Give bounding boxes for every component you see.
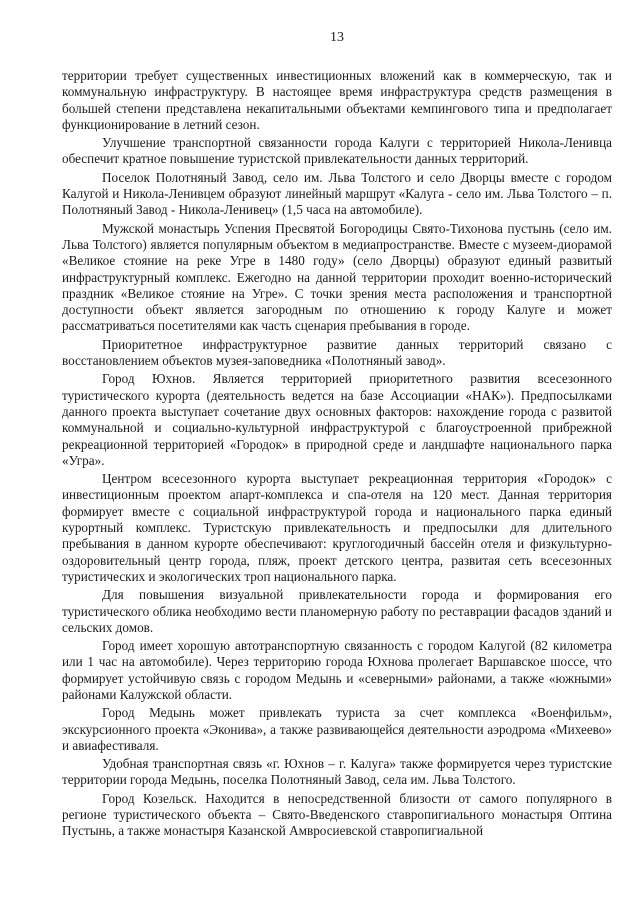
paragraph: Город имеет хорошую автотранспортную связанность с городом Калугой (82 километра или 1 час на автомобиле). Через территорию города Юхнова пролегает Варшавское шоссе, что формирует устойчивую связь с городом Медынь и «северными» районами, а также «южными» районами Калужской области. bbox=[62, 638, 612, 702]
paragraph: Удобная транспортная связь «г. Юхнов – г. Калуга» также формируется через туристские территории города Медынь, поселка Полотняный Завод, села им. Льва Толстого. bbox=[62, 756, 612, 788]
paragraph: Город Козельск. Находится в непосредственной близости от самого популярного в регионе туристического объекта – Свято-Введенского ставропигиального монастыря Оптина Пустынь, а также монастыря Казанской Амвросиевской ставропигиальной bbox=[62, 790, 612, 839]
paragraph: Мужской монастырь Успения Пресвятой Богородицы Свято-Тихонова пустынь (село им. Льва Толстого) является популярным объектом в медиапространстве. Вместе с музеем-диорамой «Великое стояние на реке Угре в 1480 году» (село Дворцы) образуют единый развитый инфраструктурный комплекс. Ежегодно на данной территории проходит военно-исторический праздник «Великое стояние на Угре». С точки зрения места расположения и транспортной доступности объект является загородным по отношению к городу Калуге и может рассматриваться посетителями как часть сценария пребывания в городе. bbox=[62, 220, 612, 334]
paragraph: Улучшение транспортной связанности города Калуги с территорией Никола-Ленивца обеспечит кратное повышение туристской привлекательности данных территорий. bbox=[62, 135, 612, 167]
paragraph: Город Медынь может привлекать туриста за счет комплекса «Военфильм», экскурсионного проекта «Эконива», а также развивающейся деятельности аэродрома «Михеево» и авиафестиваля. bbox=[62, 705, 612, 753]
paragraph: Для повышения визуальной привлекательности города и формирования его туристического облика необходимо вести планомерную работу по реставрации фасадов зданий и сельских домов. bbox=[62, 587, 612, 635]
page-number: 13 bbox=[330, 30, 344, 45]
paragraph: территории требует существенных инвестиционных вложений как в коммерческую, так и коммунальную инфраструктуру. В настоящее время инфраструктура средств размещения в большей степени представлена некапитальными объектами кемпингового типа и предполагает функционирование в летний сезон. bbox=[62, 68, 612, 132]
paragraph: Поселок Полотняный Завод, село им. Льва Толстого и село Дворцы вместе с городом Калугой и Никола-Ленивцем образуют линейный маршрут «Калуга - село им. Льва Толстого – п. Полотняный Завод - Никола-Ленивец» (1,5 часа на автомобиле). bbox=[62, 169, 612, 218]
paragraph: Приоритетное инфраструктурное развитие данных территорий связано с восстановлением объектов музея-заповедника «Полотняный завод». bbox=[62, 336, 612, 369]
paragraph: Центром всесезонного курорта выступает рекреационная территория «Городок» с инвестиционным проектом апарт-комплекса и спа-отеля на 120 мест. Данная территория формирует вместе с социальной инфраструктурой города и национального парка единый курортный комплекс. Туристскую привлекательность и предпосылки для длительного пребывания в данном курорте обеспечивают: круглогодичный бассейн отеля и физкультурно-оздоровительный центр города, пляж, проект детского центра, развитая сеть всесезонных туристических и экологических троп национального парка. bbox=[62, 471, 612, 584]
paragraph: Город Юхнов. Является территорией приоритетного развития всесезонного туристического курорта (деятельность ведется на базе Ассоциации «НАК»). Предпосылками данного проекта выступает сочетание двух основных факторов: нахождение города с развитой коммунальной и социально-культурной инфраструктурой с благоустроенной прибрежной рекреационной территорией «Городок» в природной среде и ландшафте национального парка «Угра». bbox=[62, 371, 612, 468]
